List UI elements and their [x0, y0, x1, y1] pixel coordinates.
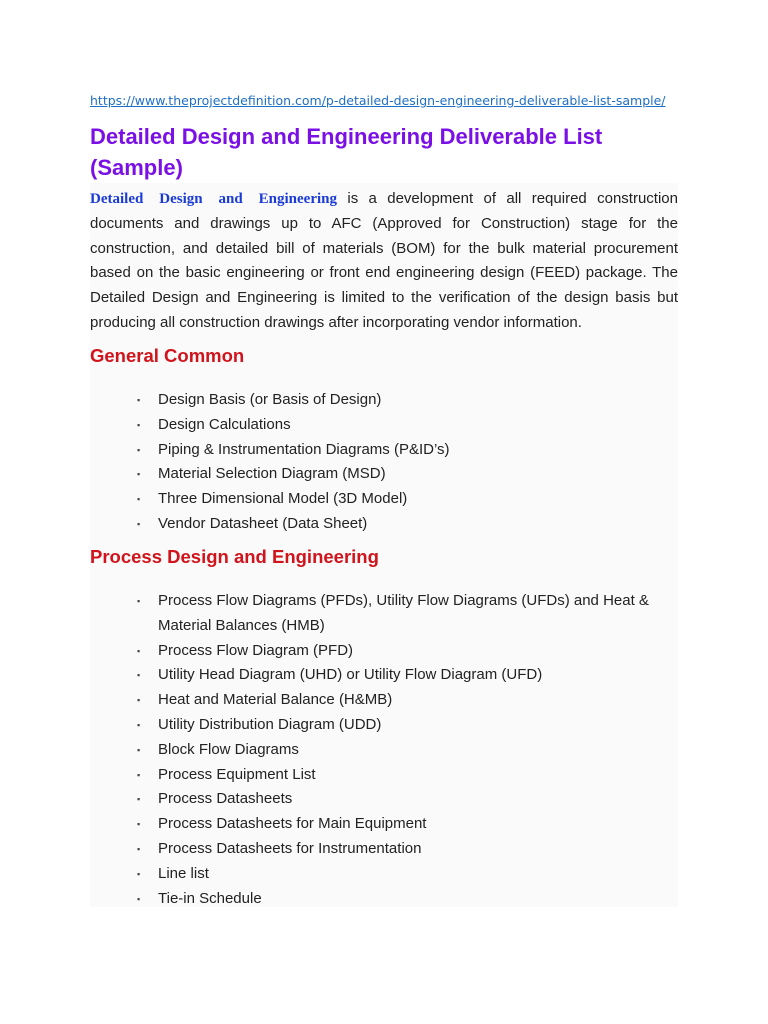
bullet-icon: ▪	[137, 769, 141, 780]
bullet-icon: ▪	[137, 719, 141, 730]
bullet-icon: ▪	[137, 843, 141, 854]
bullet-icon: ▪	[137, 744, 141, 755]
bullet-icon: ▪	[137, 419, 141, 430]
list-item-text: Design Basis (or Basis of Design)	[158, 391, 382, 408]
list-item-text: Vendor Datasheet (Data Sheet)	[158, 514, 368, 532]
list-item-text: Process Datasheets	[158, 790, 293, 808]
intro-paragraph	[90, 187, 678, 336]
list-item	[90, 763, 678, 788]
list-item-text: Utility Head Diagram (UHD) or Utility Flow Diagram (UFD)	[158, 666, 543, 684]
list-item	[90, 887, 678, 912]
bullet-icon: ▪	[137, 395, 141, 405]
bullet-icon: ▪	[137, 868, 141, 879]
bullet-icon: ▪	[137, 494, 141, 505]
bullet-icon: ▪	[137, 670, 141, 681]
list-item-text: Process Flow Diagrams (PFDs), Utility Flow Diagrams (UFDs) and Heat & Material Balances (HMB)	[158, 592, 649, 634]
list-item-text: Utility Distribution Diagram (UDD)	[158, 715, 382, 733]
list-item	[90, 688, 678, 713]
list-item	[90, 812, 678, 837]
document-title: Detailed Design and Engineering Deliverable List (Sample)	[90, 124, 603, 180]
list-item-text: Three Dimensional Model (3D Model)	[158, 490, 408, 508]
list-item-text: Block Flow Diagrams	[158, 740, 299, 758]
bullet-icon: ▪	[137, 469, 141, 480]
section-heading-process-design: Process Design and Engineering	[90, 546, 379, 567]
bullet-icon: ▪	[137, 645, 141, 656]
list-item	[90, 738, 678, 763]
list-item	[90, 862, 678, 887]
intro-text: is a development of all required construction documents and drawings up to AFC (Approved for Construction) stage for the construction, and detailed bill of materials (BOM) for the bulk material procurement based on the basic engineering or front end engineering design (FEED) package. The Detailed Design and Engineering is limited to the verification of the design basis but producing all construction drawings after incorporating vendor information.	[90, 190, 678, 331]
process-design-list	[90, 589, 678, 911]
list-item-text: Process Datasheets for Main Equipment	[158, 815, 427, 833]
list-item	[90, 438, 678, 463]
bullet-icon: ▪	[137, 794, 141, 805]
list-item	[90, 639, 678, 664]
bullet-icon: ▪	[137, 518, 141, 529]
list-item-text: Heat and Material Balance (H&MB)	[158, 691, 393, 709]
list-item	[90, 663, 678, 688]
list-item	[90, 589, 678, 639]
bullet-icon: ▪	[137, 893, 141, 904]
source-url-link[interactable]: https://www.theprojectdefinition.com/p-detailed-design-engineering-deliverable-list-sample/	[90, 93, 666, 108]
list-item-text: Process Datasheets for Instrumentation	[158, 839, 422, 857]
list-item	[90, 787, 678, 812]
bullet-icon: ▪	[137, 819, 141, 830]
list-item	[90, 413, 678, 438]
list-item-text: Material Selection Diagram (MSD)	[158, 465, 386, 483]
list-item-text: Tie-in Schedule	[158, 889, 262, 907]
list-item	[90, 487, 678, 512]
section-heading-general-common: General Common	[90, 345, 245, 366]
list-item	[90, 512, 678, 537]
bullet-icon: ▪	[137, 596, 141, 606]
bullet-icon: ▪	[137, 695, 141, 706]
list-item-text: Design Calculations	[158, 415, 291, 433]
list-item	[90, 388, 678, 413]
bullet-icon: ▪	[137, 444, 141, 455]
list-item-text: Process Flow Diagram (PFD)	[158, 641, 354, 659]
list-item-text: Piping & Instrumentation Diagrams (P&ID’s)	[158, 440, 450, 458]
list-item	[90, 713, 678, 738]
general-common-list	[90, 388, 678, 537]
list-item	[90, 462, 678, 487]
intro-term: Detailed Design and Engineering	[90, 191, 337, 207]
list-item-text: Line list	[158, 864, 209, 882]
list-item	[90, 837, 678, 862]
list-item-text: Process Equipment List	[158, 765, 316, 783]
